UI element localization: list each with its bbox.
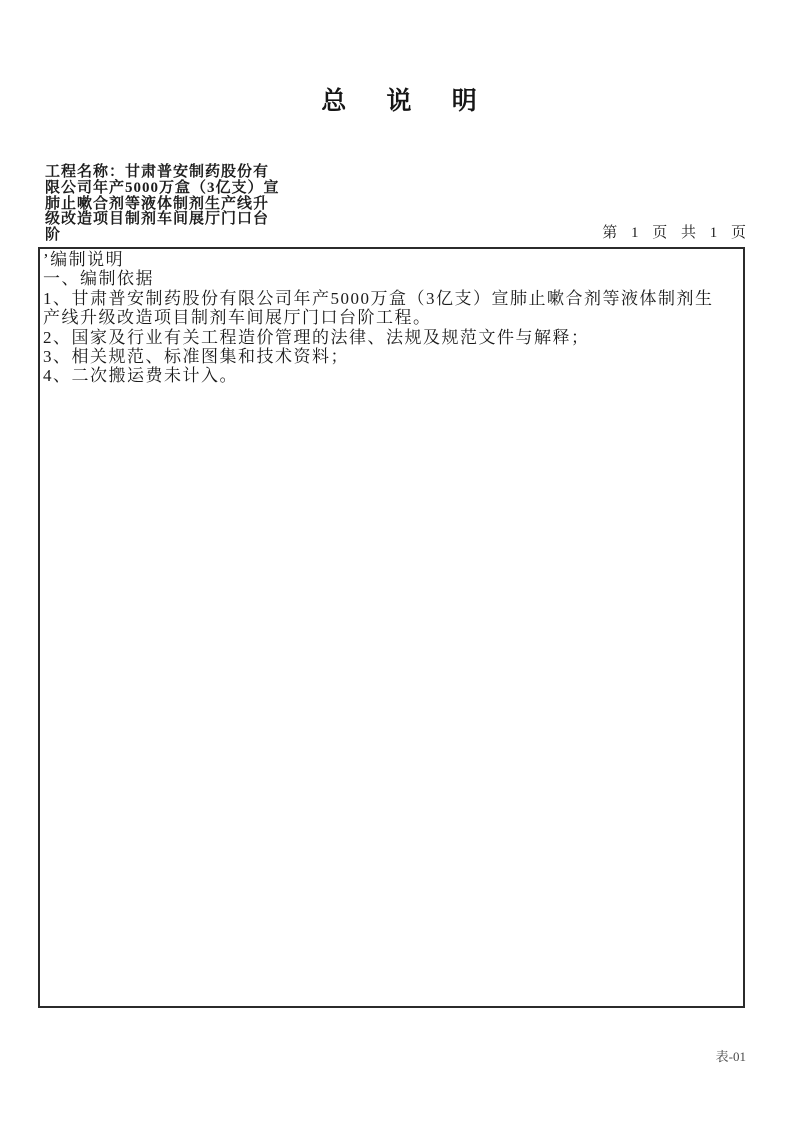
project-name-line: 级改造项目制剂车间展厅门口台 — [45, 211, 270, 228]
general-notes-box — [38, 247, 745, 1008]
project-name-line: 肺止嗽合剂等液体制剂生产线升 — [45, 195, 270, 212]
project-name-line: 阶 — [45, 227, 62, 244]
notes-section-heading: 一、编制依据 — [43, 269, 154, 289]
notes-heading: ’编制说明 — [43, 250, 125, 269]
notes-item: 1、甘肃普安制药股份有限公司年产5000万盒（3亿支）宣肺止嗽合剂等液体制剂生 — [43, 288, 714, 308]
notes-item-continued: 产线升级改造项目制剂车间展厅门口台阶工程。 — [43, 308, 432, 328]
project-name-line: 工程名称：甘肃普安制药股份有 — [45, 164, 270, 180]
notes-item: 3、相关规范、标准图集和技术资料； — [43, 347, 349, 367]
notes-item: 4、二次搬运费未计入。 — [43, 366, 238, 386]
notes-item: 2、国家及行业有关工程造价管理的法律、法规及规范文件与解释； — [43, 327, 590, 347]
document-title: 总 说 明 — [321, 88, 479, 115]
page-indicator: 第 1 页 共 1 页 — [602, 225, 746, 241]
project-name-line: 限公司年产5000万盒（3亿支）宣 — [45, 179, 280, 196]
sheet-number: 表-01 — [715, 1049, 746, 1064]
